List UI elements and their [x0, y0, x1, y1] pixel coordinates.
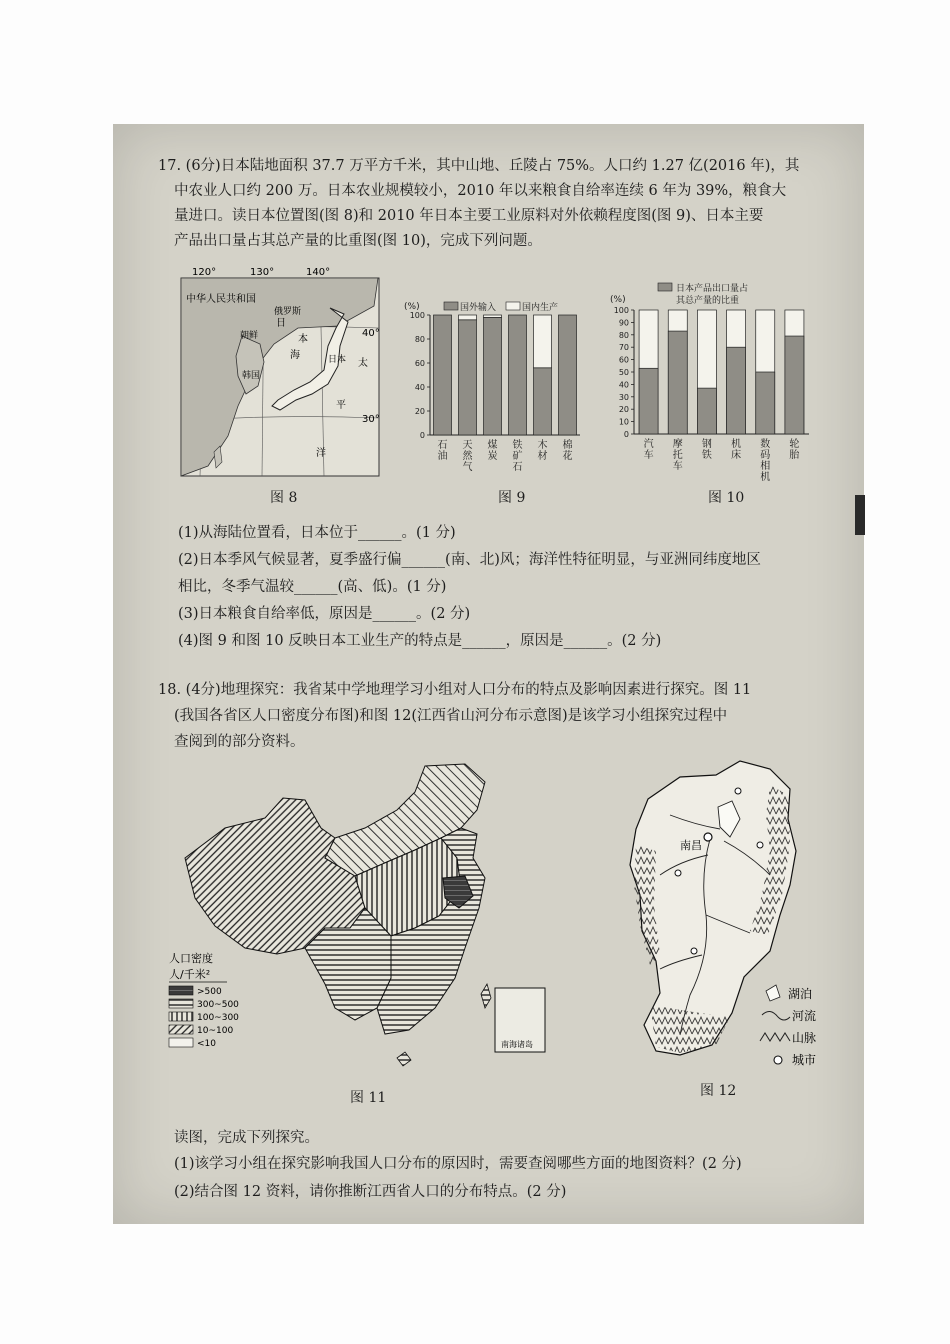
- fig11-legend-title: 人口密度: [169, 952, 213, 965]
- fig10-category-label: 机: [760, 472, 771, 483]
- q18-question-2: (2)结合图 12 资料，请你推断江西省人口的分布特点。(2 分): [174, 1184, 567, 1200]
- fig9-category-label: 石: [512, 462, 523, 473]
- fig10-category-label: 相: [760, 461, 771, 472]
- fig9-category-label: 花: [562, 451, 573, 462]
- fig12-legend-mountain: 山脉: [792, 1031, 817, 1045]
- fig10-bar-export: [639, 368, 658, 434]
- fig9-caption: 图 9: [498, 490, 526, 506]
- fig9-ytick-label: 100: [409, 311, 425, 320]
- fig11-legend-swatch-2: [169, 999, 193, 1008]
- fig11-legend-item-5: <10: [197, 1039, 216, 1049]
- fig10-ytick-label: 80: [618, 330, 629, 340]
- fig11-legend-item-3: 100~300: [197, 1013, 239, 1023]
- fig10-category-label: 胎: [789, 450, 800, 461]
- fig9-bar-import: [559, 315, 577, 435]
- fig11-taiwan: [481, 984, 491, 1008]
- fig12-legend-city-icon: [774, 1056, 782, 1064]
- fig10-ytick-label: 70: [618, 343, 629, 353]
- fig8-label-ri: 日: [276, 318, 286, 329]
- q18-line-3: 查阅到的部分资料。: [174, 734, 305, 750]
- fig10-category-label: 车: [672, 461, 683, 472]
- fig9-bar-import: [534, 368, 552, 435]
- fig10-ytick-label: 60: [618, 355, 629, 365]
- fig9-legend-domestic: 国内生产: [522, 303, 559, 313]
- fig9-ytick-label: 0: [419, 431, 425, 440]
- q18-line-1: 18. (4分)地理探究：我省某中学地理学习小组对人口分布的特点及影响因素进行探究。图 11: [158, 682, 752, 698]
- fig12-jiangxi-map: [620, 755, 855, 1075]
- fig9-unit-label: (%): [404, 302, 420, 312]
- fig11-legend-unit: 人/千米²: [169, 968, 211, 981]
- fig8-lon-120: 120°: [192, 267, 217, 278]
- fig10-unit-label: (%): [610, 295, 626, 305]
- fig9-bar-domestic: [484, 315, 502, 317]
- fig9-ytick-label: 80: [414, 335, 425, 344]
- fig11-legend-item-4: 10~100: [197, 1026, 234, 1036]
- fig9-bar-domestic: [459, 315, 477, 320]
- fig12-legend-city: 城市: [792, 1053, 817, 1067]
- fig8-label-rok: 韩国: [242, 371, 261, 381]
- fig8-lon-140: 140°: [306, 267, 331, 278]
- q18-line-2: (我国各省区人口密度分布图)和图 12(江西省山河分布示意图)是该学习小组探究过程中: [174, 708, 728, 724]
- fig10-category-label: 床: [731, 450, 742, 461]
- fig10-caption: 图 10: [708, 490, 745, 506]
- fig11-legend-item-2: 300~500: [197, 1000, 239, 1010]
- fig11-legend-swatch-3: [169, 1012, 193, 1021]
- fig10-ytick-label: 100: [613, 306, 629, 315]
- fig8-label-japan: 日本: [328, 355, 347, 365]
- fig11-legend-swatch-5: [169, 1038, 193, 1047]
- fig9-bar-domestic: [534, 315, 552, 368]
- fig8-label-tai: 太: [358, 358, 368, 369]
- q17-question-2b: 相比，冬季气温较______(高、低)。(1 分): [178, 579, 447, 595]
- fig10-chart: [608, 280, 823, 495]
- fig10-ytick-label: 10: [618, 417, 629, 427]
- fig9-category-label: 石: [437, 440, 448, 451]
- fig9-ytick-label: 60: [414, 359, 425, 368]
- fig10-category-label: 车: [643, 450, 654, 461]
- fig8-label-ping: 平: [336, 400, 346, 411]
- fig8-label-china: 中华人民共和国: [186, 294, 256, 305]
- fig9-legend-swatch-import: [444, 302, 458, 310]
- fig10-legend-swatch: [658, 283, 672, 291]
- q17-line-4: 产品出口量占其总产量的比重图(图 10)，完成下列问题。: [174, 233, 542, 249]
- fig9-category-label: 棉: [562, 440, 573, 451]
- fig10-bar-export: [727, 347, 746, 434]
- fig9-category-label: 材: [537, 451, 548, 462]
- fig12-city-label: 南昌: [680, 839, 702, 852]
- q17-question-2: (2)日本季风气候显著，夏季盛行偏______(南、北)风；海洋性特征明显，与亚洲同纬度地区: [178, 552, 761, 568]
- fig12-legend-lake-icon: [766, 985, 780, 1001]
- fig11-hainan: [397, 1052, 411, 1066]
- q17-question-3: (3)日本粮食自给率低，原因是______。(2 分): [178, 606, 471, 622]
- fig10-category-label: 铁: [701, 450, 712, 461]
- fig12-legend-mountain-icon: [760, 1033, 790, 1041]
- fig10-category-label: 机: [731, 439, 742, 450]
- fig8-label-ben: 本: [298, 334, 308, 345]
- fig11-legend-swatch-4: [169, 1025, 193, 1034]
- fig9-category-label: 天: [462, 440, 473, 451]
- fig10-bar-export: [668, 331, 687, 434]
- fig11-china-density-map: [165, 758, 550, 1068]
- fig10-bar-export: [697, 388, 716, 434]
- fig9-bar-import: [484, 317, 502, 435]
- fig10-category-label: 钢: [701, 439, 712, 450]
- fig9-category-label: 铁: [512, 440, 523, 451]
- fig10-bar-export: [756, 372, 775, 434]
- fig9-ytick-label: 20: [414, 407, 425, 416]
- q17-question-1: (1)从海陆位置看，日本位于______。(1 分): [178, 525, 456, 541]
- fig12-city-dot-5: [691, 948, 697, 954]
- fig8-label-sea: 海: [290, 350, 300, 361]
- fig10-legend-line-1: 日本产品出口量占: [676, 284, 749, 294]
- fig9-legend-import: 国外输入: [460, 303, 497, 313]
- fig12-city-dot-3: [757, 842, 763, 848]
- fig8-lat-30: 30°: [362, 414, 380, 425]
- fig9-bar-import: [434, 315, 452, 435]
- fig12-nanchang-dot: [704, 833, 712, 841]
- fig9-category-label: 油: [437, 451, 448, 462]
- fig11-legend-item-1: >500: [197, 987, 222, 997]
- fig12-city-dot-2: [735, 788, 741, 794]
- fig9-category-label: 气: [462, 462, 473, 473]
- q17-line-3: 量进口。读日本位置图(图 8)和 2010 年日本主要工业原料对外依赖程度图(图 9)、日本主要: [174, 208, 764, 224]
- fig10-category-label: 汽: [643, 439, 654, 450]
- fig11-caption: 图 11: [350, 1090, 387, 1106]
- fig8-label-russia: 俄罗斯: [274, 307, 302, 317]
- fig9-category-label: 然: [462, 451, 473, 462]
- fig10-category-label: 托: [672, 450, 683, 461]
- fig10-ytick-label: 20: [618, 405, 629, 415]
- fig9-chart: [400, 285, 595, 490]
- fig12-legend-river-icon: [762, 1011, 790, 1020]
- fig12-caption: 图 12: [700, 1083, 737, 1099]
- fig12-legend-river: 河流: [792, 1009, 817, 1023]
- fig9-category-label: 木: [537, 440, 548, 451]
- fig11-legend-swatch-1: [169, 986, 193, 995]
- fig8-label-dprk: 朝鲜: [240, 331, 259, 341]
- fig10-bar-export: [785, 336, 804, 434]
- fig10-ytick-label: 90: [618, 318, 629, 328]
- fig9-legend-swatch-domestic: [506, 302, 520, 310]
- fig8-japan-map: [178, 266, 384, 482]
- fig9-ytick-label: 40: [414, 383, 425, 392]
- fig10-ytick-label: 30: [618, 392, 629, 402]
- q17-line-1: 17. (6分)日本陆地面积 37.7 万平方千米，其中山地、丘陵占 75%。人口约 1.27 亿(2016 年)，其: [158, 158, 800, 174]
- q18-question-1: (1)该学习小组在探究影响我国人口分布的原因时，需要查阅哪些方面的地图资料？(2 分): [174, 1156, 742, 1172]
- q17-question-4: (4)图 9 和图 10 反映日本工业生产的特点是______，原因是______。(2 分): [178, 633, 662, 649]
- fig10-ytick-label: 0: [623, 430, 629, 439]
- fig12-city-dot-4: [675, 870, 681, 876]
- fig10-category-label: 数: [760, 439, 771, 450]
- fig9-category-label: 煤: [487, 440, 498, 451]
- q17-line-2: 中农业人口约 200 万。日本农业规模较小，2010 年以来粮食自给率连续 6 年为 39%，粮食大: [174, 183, 787, 199]
- fig9-bar-import: [509, 315, 527, 435]
- fig9-category-label: 矿: [512, 451, 523, 462]
- fig8-caption: 图 8: [270, 490, 298, 506]
- fig8-label-yang: 洋: [316, 448, 326, 459]
- fig9-category-label: 炭: [487, 451, 498, 462]
- page-tab-mark: [855, 495, 865, 535]
- fig11-inset-label: 南海诸岛: [501, 1040, 533, 1049]
- fig10-category-label: 摩: [672, 439, 683, 450]
- fig8-lat-40: 40°: [362, 328, 380, 339]
- q18-instruction: 读图，完成下列探究。: [174, 1130, 319, 1146]
- fig10-ytick-label: 40: [618, 380, 629, 390]
- fig10-legend-line-2: 其总产量的比重: [676, 296, 740, 306]
- fig10-ytick-label: 50: [618, 368, 629, 377]
- fig10-category-label: 码: [760, 450, 771, 461]
- fig8-lon-130: 130°: [250, 267, 275, 278]
- fig9-bar-import: [459, 320, 477, 435]
- fig10-category-label: 轮: [789, 439, 800, 450]
- fig12-legend-lake: 湖泊: [788, 987, 813, 1001]
